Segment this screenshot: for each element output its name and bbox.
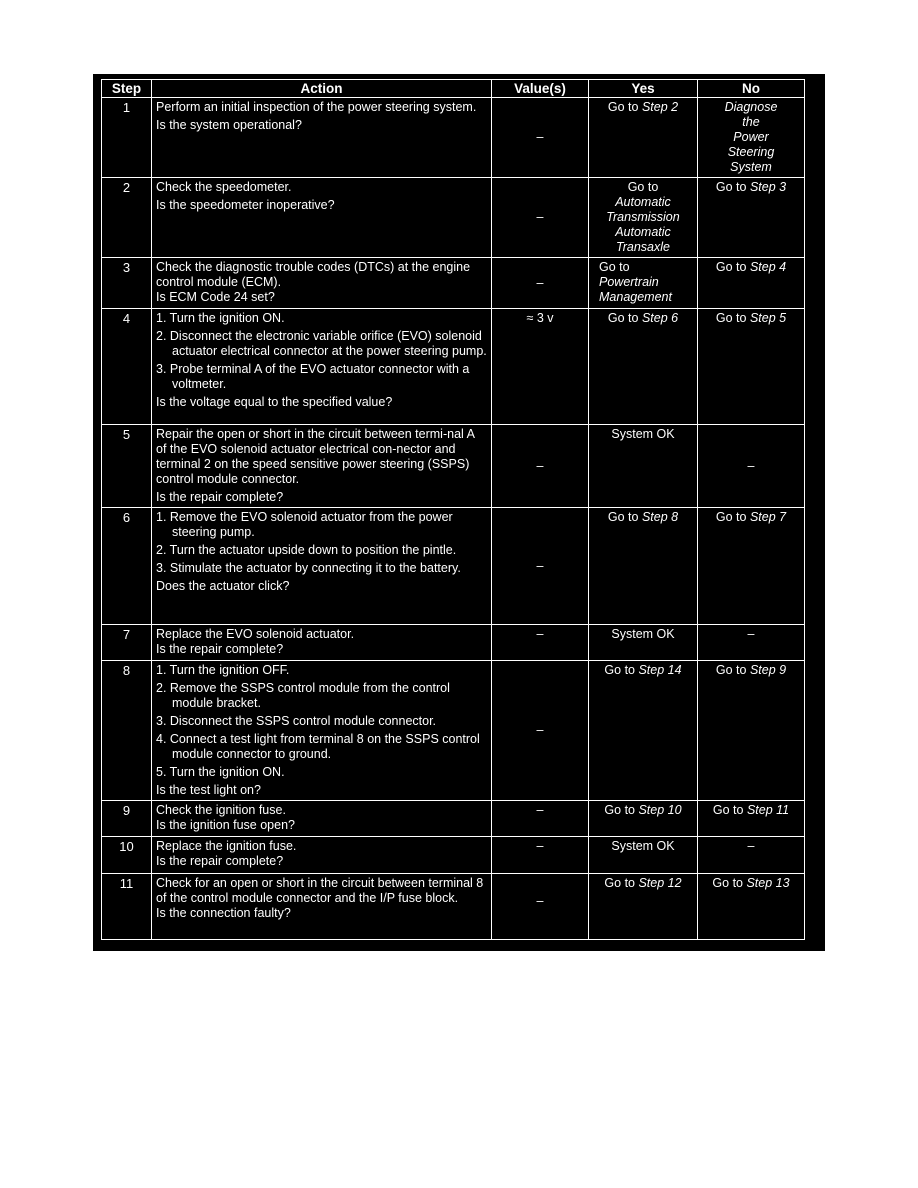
action-text: Repair the open or short in the circuit between termi-nal A of the EVO solenoid actuator electrical con-nector and terminal 2 on the speed sensitive power steering (SSPS) control module connector. <box>156 427 475 486</box>
no-cell <box>698 258 805 309</box>
step-number: 10 <box>102 837 152 874</box>
table-row <box>102 258 805 309</box>
action-cell <box>152 837 492 874</box>
no-cell: – <box>698 625 805 661</box>
yes-line[interactable]: Automatic <box>615 225 671 239</box>
action-cell <box>152 258 492 309</box>
value-cell: – <box>492 178 589 258</box>
value-cell: – <box>492 837 589 874</box>
yes-line: Go to <box>627 180 659 194</box>
step-number: 3 <box>102 258 152 309</box>
action-text: Check the diagnostic trouble codes (DTCs) at the engine control module (ECM). <box>156 260 471 289</box>
action-step: 4. Connect a test light from terminal 8 on the SSPS control module connector to ground. <box>156 732 480 761</box>
value-cell: ≈ 3 v <box>492 309 589 425</box>
value-cell: – <box>492 508 589 625</box>
question-text: Is the voltage equal to the specified value? <box>156 395 393 409</box>
action-cell <box>152 309 492 425</box>
goto-prefix: Go to <box>715 663 750 677</box>
action-steps <box>156 510 487 576</box>
table-row <box>102 508 805 625</box>
action-cell <box>152 508 492 625</box>
yes-cell <box>589 178 698 258</box>
table-row <box>102 837 805 874</box>
header-values: Value(s) <box>492 80 589 98</box>
step-number: 1 <box>102 98 152 178</box>
yes-line[interactable]: Automatic <box>615 195 671 209</box>
action-cell <box>152 661 492 801</box>
goto-prefix: Go to <box>604 663 639 677</box>
goto-prefix: Go to <box>715 260 750 274</box>
no-cell: – <box>698 837 805 874</box>
step-link[interactable]: Step 14 <box>638 663 682 677</box>
goto-prefix: Go to <box>715 311 750 325</box>
goto-prefix: Go to <box>604 803 639 817</box>
step-number: 2 <box>102 178 152 258</box>
yes-line[interactable]: Transmission <box>606 210 680 224</box>
table-row <box>102 874 805 940</box>
value-cell: – <box>492 874 589 940</box>
header-row <box>102 80 805 98</box>
action-step: 2. Disconnect the electronic variable orifice (EVO) solenoid actuator electrical connector at the power steering pump. <box>156 329 487 358</box>
goto-prefix: Go to <box>715 180 750 194</box>
table-row <box>102 178 805 258</box>
step-number: 4 <box>102 309 152 425</box>
no-cell <box>698 98 805 178</box>
step-number: 6 <box>102 508 152 625</box>
goto-prefix: Go to <box>607 510 642 524</box>
question-text: Does the actuator click? <box>156 579 290 593</box>
question-text: Is the ignition fuse open? <box>156 818 295 832</box>
step-link[interactable]: Step 13 <box>746 876 790 890</box>
action-step: 1. Turn the ignition ON. <box>156 311 285 325</box>
value-cell: – <box>492 98 589 178</box>
no-cell <box>698 661 805 801</box>
yes-cell <box>589 309 698 425</box>
question-text: Is the system operational? <box>156 118 302 132</box>
yes-line[interactable]: Powertrain <box>599 275 659 289</box>
action-text: Check the speedometer. <box>156 180 292 194</box>
goto-prefix: Go to <box>712 876 747 890</box>
step-link[interactable]: Step 8 <box>641 510 679 524</box>
action-step: 1. Turn the ignition OFF. <box>156 663 290 677</box>
yes-cell <box>589 508 698 625</box>
no-cell <box>698 178 805 258</box>
step-number: 9 <box>102 801 152 837</box>
step-number: 8 <box>102 661 152 801</box>
table-row <box>102 425 805 508</box>
header-yes: Yes <box>589 80 698 98</box>
header-step: Step <box>102 80 152 98</box>
action-step: 3. Disconnect the SSPS control module connector. <box>156 714 437 728</box>
step-number: 7 <box>102 625 152 661</box>
action-text: Replace the ignition fuse. <box>156 839 297 853</box>
yes-line: Go to <box>599 260 630 274</box>
step-link[interactable]: Step 12 <box>638 876 682 890</box>
no-line[interactable]: Diagnose <box>724 100 778 114</box>
goto-prefix: Go to <box>715 510 750 524</box>
action-text: Perform an initial inspection of the power steering system. <box>156 100 477 114</box>
yes-line[interactable]: Transaxle <box>616 240 670 254</box>
action-cell <box>152 178 492 258</box>
table-row <box>102 661 805 801</box>
action-cell <box>152 625 492 661</box>
action-text: Check for an open or short in the circuit between terminal 8 of the control module connector and the I/P fuse block. <box>156 876 484 905</box>
yes-cell <box>589 98 698 178</box>
goto-prefix: Go to <box>604 876 639 890</box>
table-row <box>102 98 805 178</box>
action-steps <box>156 311 487 392</box>
goto-prefix: Go to <box>712 803 747 817</box>
value-cell: – <box>492 258 589 309</box>
no-cell <box>698 874 805 940</box>
action-cell <box>152 801 492 837</box>
question-text: Is ECM Code 24 set? <box>156 290 275 304</box>
action-text: Replace the EVO solenoid actuator. <box>156 627 355 641</box>
no-cell: – <box>698 425 805 508</box>
yes-cell <box>589 801 698 837</box>
no-cell <box>698 309 805 425</box>
yes-cell <box>589 661 698 801</box>
action-step: 3. Probe terminal A of the EVO actuator connector with a voltmeter. <box>156 362 470 391</box>
question-text: Is the repair complete? <box>156 854 284 868</box>
action-step: 1. Remove the EVO solenoid actuator from the power steering pump. <box>156 510 453 539</box>
step-link[interactable]: Step 7 <box>749 510 787 524</box>
step-link[interactable]: Step 6 <box>641 311 679 325</box>
yes-cell: System OK <box>589 625 698 661</box>
goto-prefix: Go to <box>607 311 642 325</box>
table-row <box>102 309 805 425</box>
table-row <box>102 801 805 837</box>
action-cell <box>152 874 492 940</box>
diagnostic-table <box>101 79 805 940</box>
step-link[interactable]: Step 11 <box>746 803 790 817</box>
step-number: 11 <box>102 874 152 940</box>
header-no: No <box>698 80 805 98</box>
question-text: Is the connection faulty? <box>156 906 291 920</box>
action-step: 5. Turn the ignition ON. <box>156 765 285 779</box>
yes-cell: System OK <box>589 425 698 508</box>
yes-cell: System OK <box>589 837 698 874</box>
value-cell: – <box>492 801 589 837</box>
action-step: 3. Stimulate the actuator by connecting it to the battery. <box>156 561 461 575</box>
step-link[interactable]: Step 2 <box>641 100 679 114</box>
action-cell <box>152 98 492 178</box>
no-cell <box>698 801 805 837</box>
question-text: Is the test light on? <box>156 783 261 797</box>
action-cell <box>152 425 492 508</box>
table-row <box>102 625 805 661</box>
no-line[interactable]: Power <box>733 130 769 144</box>
step-number: 5 <box>102 425 152 508</box>
no-cell <box>698 508 805 625</box>
step-link[interactable]: Step 9 <box>749 663 787 677</box>
yes-cell <box>589 258 698 309</box>
no-line[interactable]: System <box>730 160 772 174</box>
value-cell: – <box>492 661 589 801</box>
yes-cell <box>589 874 698 940</box>
no-line[interactable]: Steering <box>727 145 775 159</box>
value-cell: – <box>492 625 589 661</box>
yes-line[interactable]: Management <box>599 290 672 304</box>
action-step: 2. Turn the actuator upside down to position the pintle. <box>156 543 457 557</box>
no-line[interactable]: the <box>742 115 760 129</box>
step-link[interactable]: Step 3 <box>749 180 787 194</box>
action-text: Check the ignition fuse. <box>156 803 286 817</box>
value-cell: – <box>492 425 589 508</box>
question-text: Is the speedometer inoperative? <box>156 198 335 212</box>
step-link[interactable]: Step 4 <box>749 260 787 274</box>
step-link[interactable]: Step 5 <box>749 311 787 325</box>
goto-prefix: Go to <box>607 100 642 114</box>
question-text: Is the repair complete? <box>156 490 284 504</box>
question-text: Is the repair complete? <box>156 642 284 656</box>
header-action: Action <box>152 80 492 98</box>
action-step: 2. Remove the SSPS control module from the control module bracket. <box>156 681 450 710</box>
step-link[interactable]: Step 10 <box>638 803 682 817</box>
action-steps <box>156 663 487 780</box>
